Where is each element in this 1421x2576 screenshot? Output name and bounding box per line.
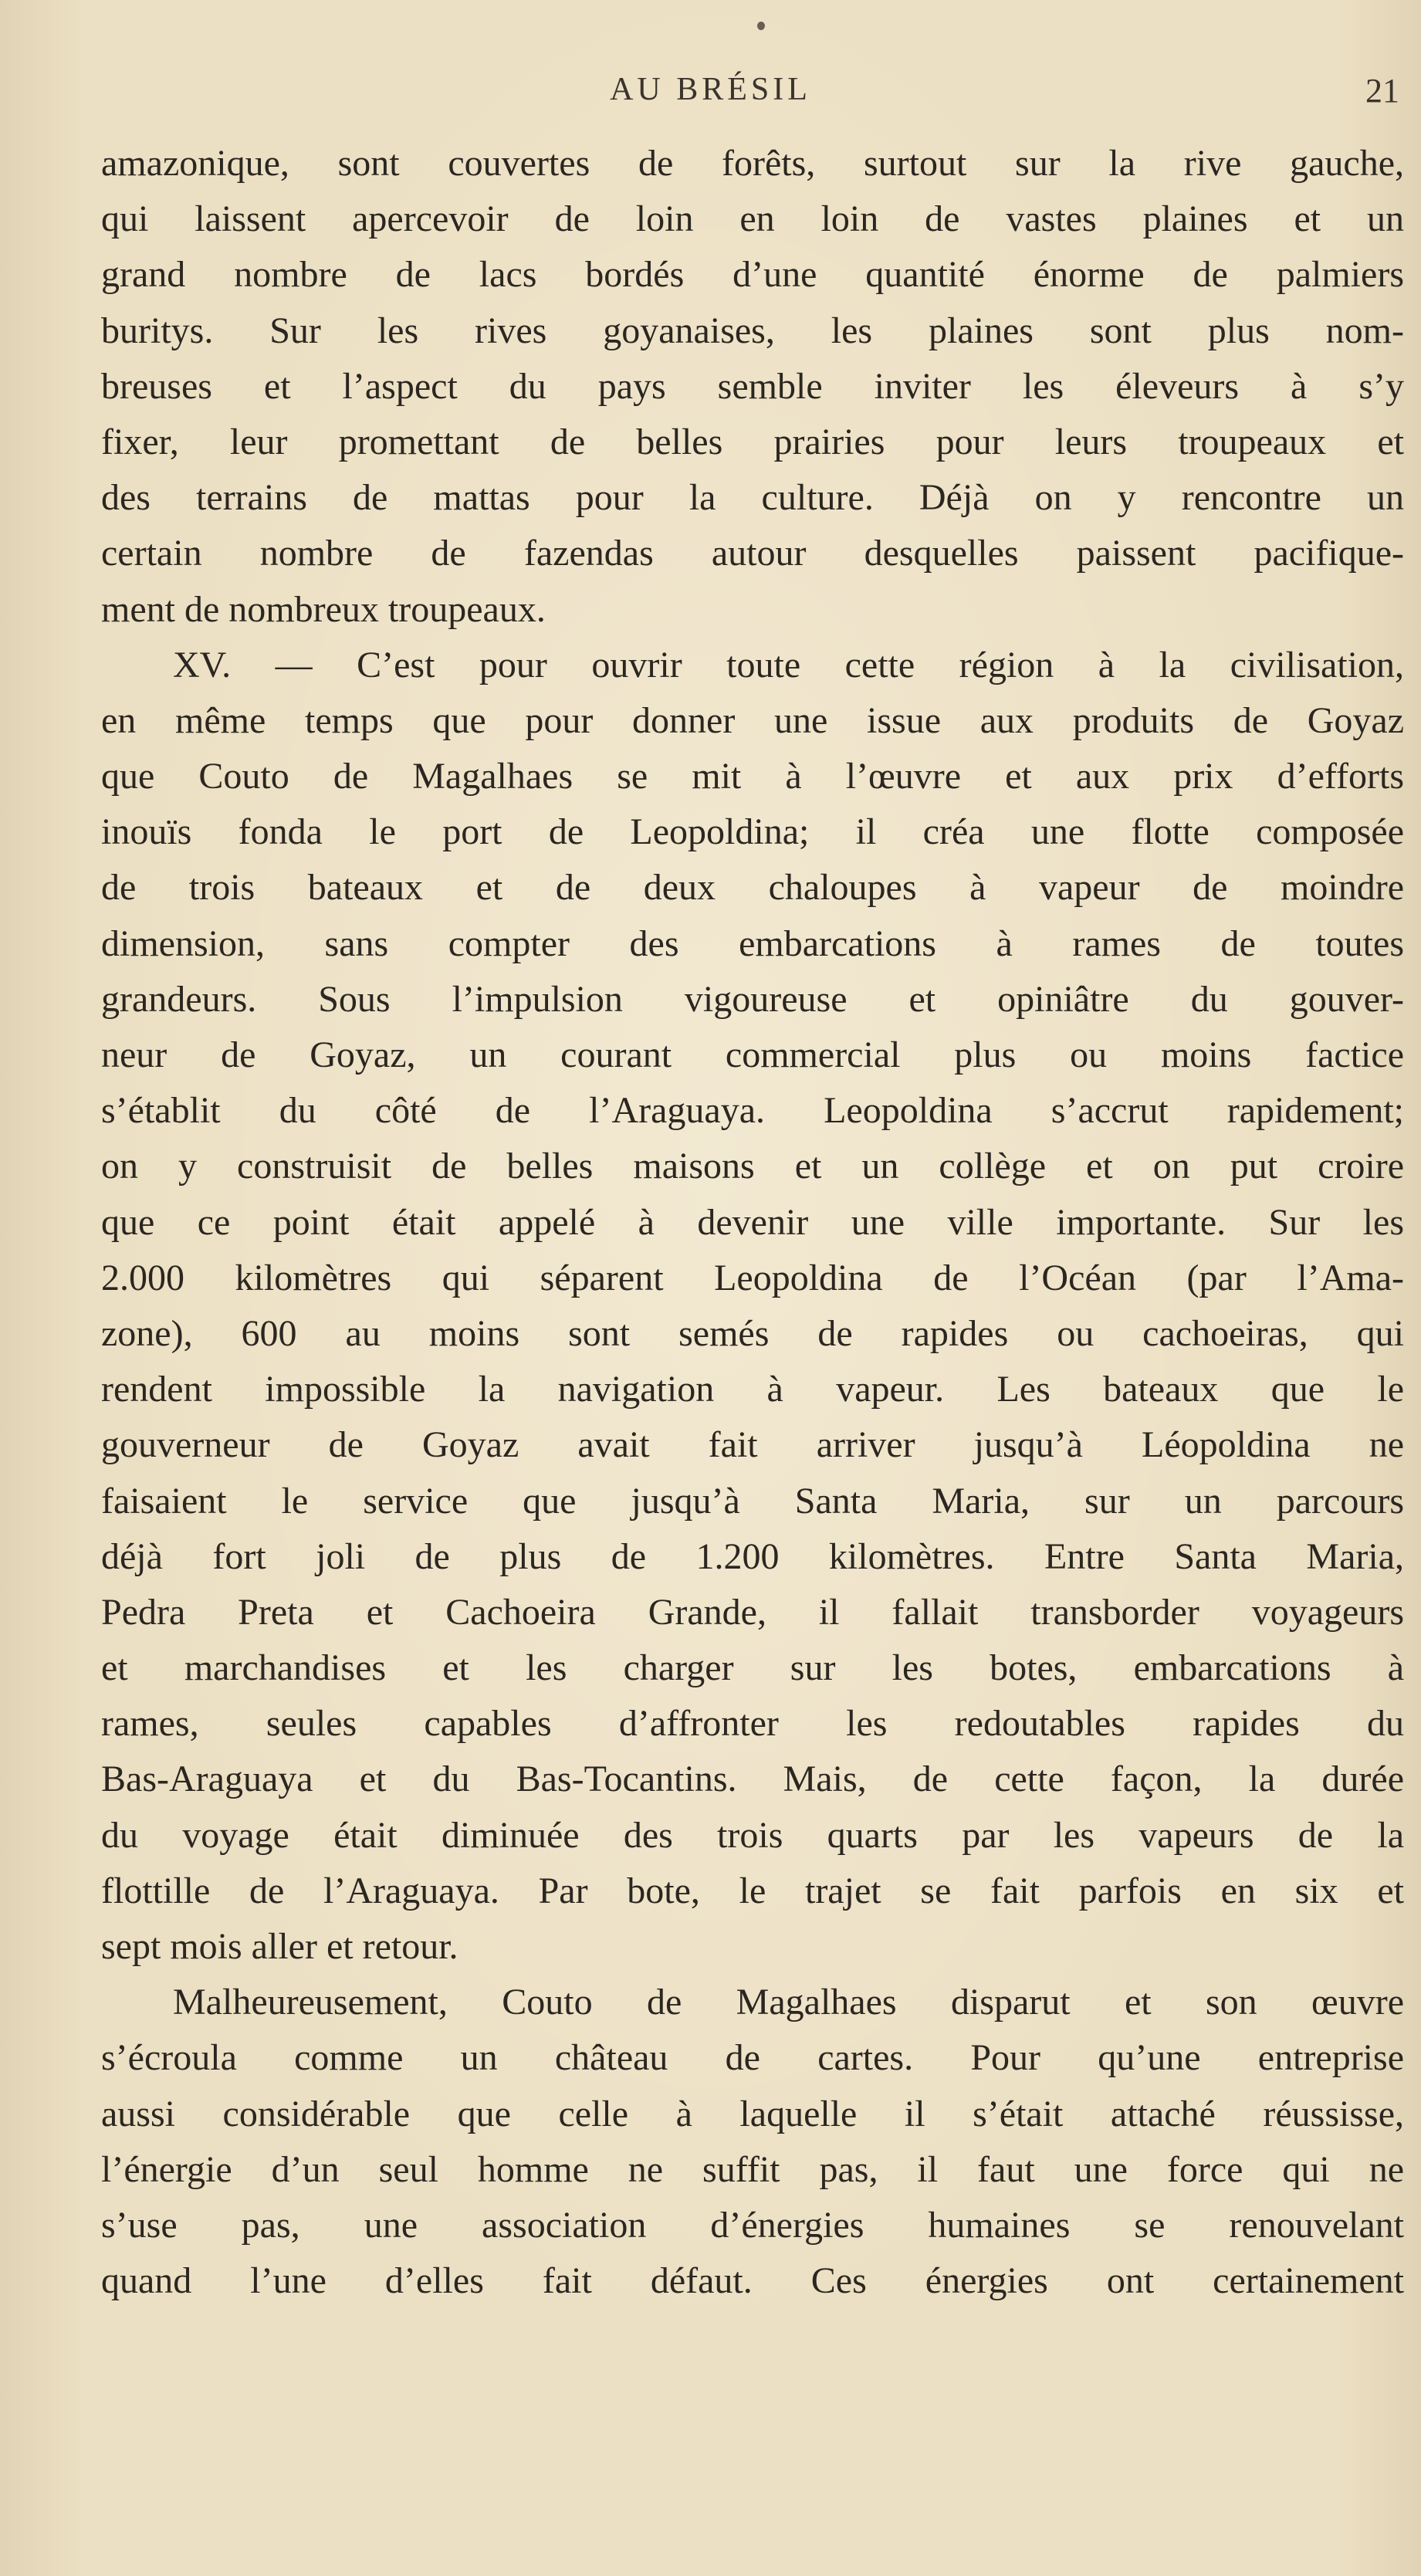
text-line: dimension, sans compter des embarcations à rames de toutes	[101, 922, 1404, 964]
text-line: fixer, leur promettant de belles prairies pour leurs troupeaux et	[101, 421, 1404, 462]
text-line: déjà fort joli de plus de 1.200 kilomètres. Entre Santa Maria,	[101, 1535, 1404, 1577]
text-line: Malheureusement, Couto de Magalhaes disparut et son œuvre	[173, 1982, 1404, 2023]
text-line: inouïs fonda le port de Leopoldina; il créa une flotte composée	[101, 811, 1404, 853]
text-line: flottille de l’Araguaya. Par bote, le trajet se fait parfois en six et	[101, 1870, 1404, 1911]
text-line: et marchandises et les charger sur les botes, embarcations à	[101, 1647, 1404, 1689]
text-line: faisaient le service que jusqu’à Santa Maria, sur un parcours	[101, 1480, 1404, 1522]
text-line: quand l’une d’elles fait défaut. Ces énergies ont certainement	[101, 2260, 1404, 2302]
text-line: Pedra Preta et Cachoeira Grande, il fallait transborder voyageurs	[101, 1591, 1404, 1633]
running-title: AU BRÉSIL	[610, 72, 811, 107]
page-header	[0, 71, 1421, 117]
text-line: que ce point était appelé à devenir une ville importante. Sur les	[101, 1201, 1404, 1243]
text-line: du voyage était diminuée des trois quarts par les vapeurs de la	[101, 1814, 1404, 1856]
text-line: en même temps que pour donner une issue aux produits de Goyaz	[101, 699, 1404, 741]
ink-speck	[757, 22, 765, 30]
text-line: s’établit du côté de l’Araguaya. Leopoldina s’accrut rapidement;	[101, 1090, 1404, 1132]
text-line: gouverneur de Goyaz avait fait arriver jusqu’à Léopoldina ne	[101, 1424, 1404, 1466]
text-line: rendent impossible la navigation à vapeur. Les bateaux que le	[101, 1369, 1404, 1410]
text-line: XV. — C’est pour ouvrir toute cette région à la civilisation,	[173, 644, 1404, 685]
text-line: sept mois aller et retour.	[101, 1926, 458, 1967]
text-line: breuses et l’aspect du pays semble inviter les éleveurs à s’y	[101, 365, 1404, 407]
text-line: on y construisit de belles maisons et un collège et on put croire	[101, 1146, 1404, 1187]
text-line: qui laissent apercevoir de loin en loin de vastes plaines et un	[101, 198, 1404, 240]
text-line: amazonique, sont couvertes de forêts, surtout sur la rive gauche,	[101, 143, 1404, 184]
text-line: de trois bateaux et de deux chaloupes à vapeur de moindre	[101, 867, 1404, 909]
text-line: 2.000 kilomètres qui séparent Leopoldina de l’Océan (par l’Ama-	[101, 1257, 1404, 1298]
text-line: que Couto de Magalhaes se mit à l’œuvre et aux prix d’efforts	[101, 756, 1404, 797]
text-line: certain nombre de fazendas autour desquelles paissent pacifique-	[101, 533, 1404, 574]
text-line: s’écroula comme un château de cartes. Pour qu’une entreprise	[101, 2037, 1404, 2079]
text-line: s’use pas, une association d’énergies humaines se renouvelant	[101, 2204, 1404, 2246]
text-line: des terrains de mattas pour la culture. Déjà on y rencontre un	[101, 477, 1404, 519]
text-line: grand nombre de lacs bordés d’une quantité énorme de palmiers	[101, 254, 1404, 296]
text-line: ment de nombreux troupeaux.	[101, 588, 546, 630]
text-line: l’énergie d’un seul homme ne suffit pas, il faut une force qui ne	[101, 2148, 1404, 2190]
text-line: aussi considérable que celle à laquelle il s’était attaché réussisse,	[101, 2093, 1404, 2134]
text-line: zone), 600 au moins sont semés de rapides ou cachoeiras, qui	[101, 1312, 1404, 1354]
text-line: Bas-Araguaya et du Bas-Tocantins. Mais, de cette façon, la durée	[101, 1759, 1404, 1800]
page-number: 21	[1365, 72, 1399, 110]
text-line: neur de Goyaz, un courant commercial plus ou moins factice	[101, 1034, 1404, 1075]
body-text	[101, 136, 1404, 2309]
text-line: grandeurs. Sous l’impulsion vigoureuse et opiniâtre du gouver-	[101, 978, 1404, 1020]
text-line: buritys. Sur les rives goyanaises, les plaines sont plus nom-	[101, 310, 1404, 351]
text-line: rames, seules capables d’affronter les redoutables rapides du	[101, 1703, 1404, 1745]
